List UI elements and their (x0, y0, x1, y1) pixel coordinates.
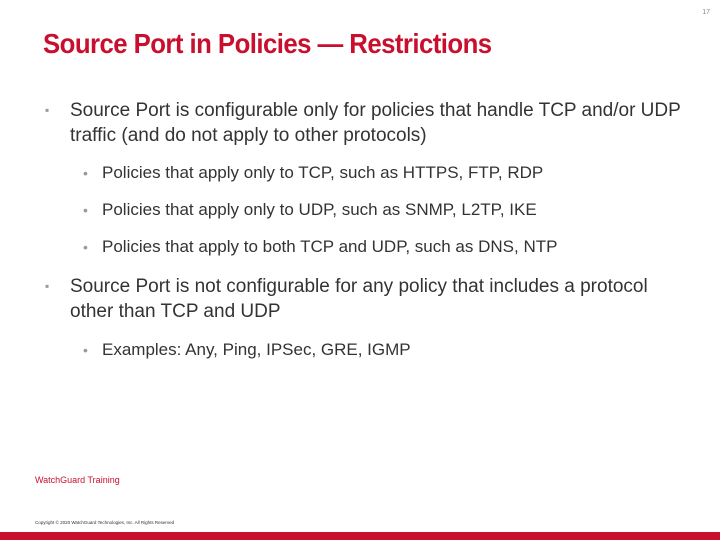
sub-bullet-text: Policies that apply only to TCP, such as HTTPS, FTP, RDP (102, 163, 544, 182)
dot-bullet-icon: • (83, 239, 88, 255)
square-bullet-icon: ▪ (45, 103, 50, 117)
sub-bullet-item (45, 339, 685, 361)
sub-bullet-item (45, 236, 685, 258)
sub-bullet-text: Examples: Any, Ping, IPSec, GRE, IGMP (102, 340, 411, 359)
dot-bullet-icon: • (83, 165, 88, 181)
sub-bullet-text: Policies that apply to both TCP and UDP, such as DNS, NTP (102, 237, 558, 256)
bullet-text: Source Port is configurable only for policies that handle TCP and/or UDP traffic (and do not apply to other protocols) (70, 100, 681, 146)
bullet-text: Source Port is not configurable for any policy that includes a protocol other than TCP and UDP (70, 276, 648, 322)
footer-brand: WatchGuard Training (35, 475, 120, 485)
slide-content (45, 98, 685, 361)
sub-bullet-item (45, 162, 685, 184)
footer-copyright: Copyright © 2020 WatchGuard Technologies, Inc. All Rights Reserved (35, 520, 175, 525)
bullet-item (45, 274, 685, 324)
footer-bar (0, 532, 720, 540)
bullet-item (45, 98, 685, 148)
dot-bullet-icon: • (83, 202, 88, 218)
sub-bullet-text: Policies that apply only to UDP, such as SNMP, L2TP, IKE (102, 200, 537, 219)
sub-bullet-item (45, 199, 685, 221)
dot-bullet-icon: • (83, 342, 88, 358)
square-bullet-icon: ▪ (45, 279, 50, 293)
slide-number: 17 (702, 9, 710, 16)
slide-title: Source Port in Policies — Restrictions (43, 28, 492, 59)
